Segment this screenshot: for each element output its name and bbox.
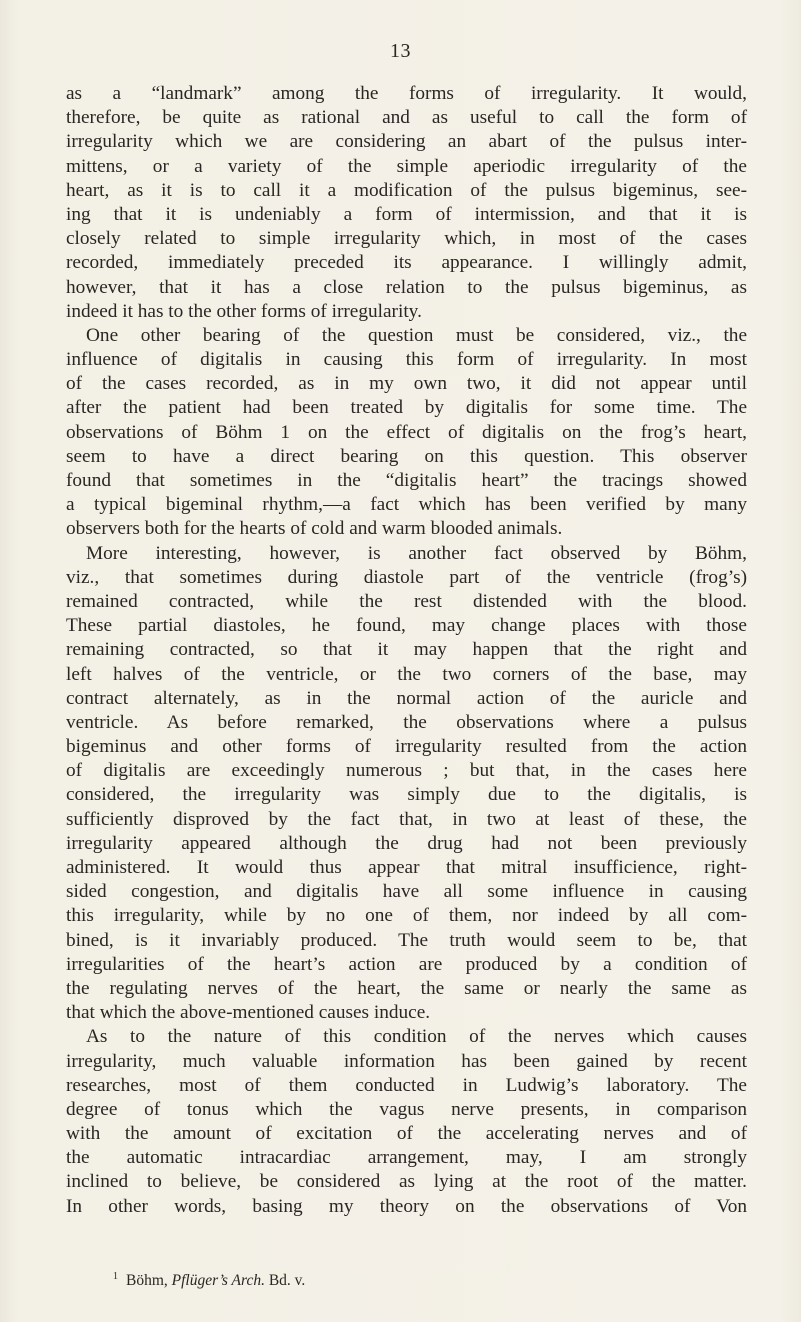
text-line: irregularity which we are considering an abart of the pulsus inter- <box>66 131 747 153</box>
footnote-volume: Bd. v. <box>268 1272 306 1290</box>
text-line: found that sometimes in the “digitalis heart” the tracings showed <box>66 470 747 491</box>
text-line: ing that it is undeniably a form of intermission, and that it is <box>66 203 747 225</box>
text-line: remaining contracted, so that it may happen that the right and <box>66 639 747 661</box>
text-line: remained contracted, while the rest distended with the blood. <box>66 590 747 612</box>
footnote-marker: 1 <box>113 1271 118 1282</box>
text-line: as a “landmark” among the forms of irregularity. It would, <box>66 83 747 104</box>
text-line: closely related to simple irregularity which, in most of the cases <box>66 228 747 250</box>
text-line: after the patient had been treated by digitalis for some time. The <box>66 397 747 419</box>
text-line: of digitalis are exceedingly numerous ; but that, in the cases here <box>66 760 747 782</box>
text-line: the regulating nerves of the heart, the same or nearly the same as <box>66 977 747 999</box>
text-line: administered. It would thus appear that mitral insufficience, right- <box>66 857 747 878</box>
text-line: with the amount of excitation of the accelerating nerves and of <box>66 1123 747 1145</box>
text-line: ventricle. As before remarked, the observations where a pulsus <box>66 711 747 733</box>
text-line: As to the nature of this condition of the nerves which causes <box>86 1026 747 1048</box>
body-text <box>66 82 747 1219</box>
text-line: however, that it has a close relation to the pulsus bigeminus, as <box>66 276 747 298</box>
text-line: indeed it has to the other forms of irregularity. <box>66 300 422 322</box>
text-line: considered, the irregularity was simply due to the digitalis, is <box>66 784 747 806</box>
text-line: a typical bigeminal rhythm,—a fact which has been verified by many <box>66 494 747 516</box>
text-line: this irregularity, while by no one of them, nor indeed by all com- <box>66 905 747 927</box>
text-line: irregularity appeared although the drug had not been previously <box>66 832 747 854</box>
footnote <box>113 1267 305 1291</box>
text-line: influence of digitalis in causing this form of irregularity. In most <box>66 349 747 371</box>
text-line: mittens, or a variety of the simple aperiodic irregularity of the <box>66 155 747 177</box>
footnote-author: Böhm, <box>126 1272 168 1290</box>
text-line: In other words, basing my theory on the observations of Von <box>66 1195 747 1217</box>
text-line: inclined to believe, be considered as lying at the root of the matter. <box>66 1171 747 1193</box>
text-line: recorded, immediately preceded its appearance. I willingly admit, <box>66 252 747 274</box>
text-line: irregularities of the heart’s action are produced by a condition of <box>66 953 747 975</box>
text-line: observers both for the hearts of cold and warm blooded animals. <box>66 518 563 540</box>
text-line: heart, as it is to call it a modification of the pulsus bigeminus, see- <box>66 179 747 201</box>
text-line: of the cases recorded, as in my own two, it did not appear until <box>66 373 747 395</box>
text-line: that which the above-mentioned causes induce. <box>66 1002 431 1024</box>
text-line: contract alternately, as in the normal action of the auricle and <box>66 687 747 709</box>
footnote-journal: Pflüger’s Arch. <box>171 1272 265 1290</box>
text-line: irregularity, much valuable information has been gained by recent <box>66 1050 747 1072</box>
text-line: sided congestion, and digitalis have all some influence in causing <box>66 881 747 903</box>
text-line: therefore, be quite as rational and as useful to call the form of <box>66 107 747 129</box>
text-line: left halves of the ventricle, or the two corners of the base, may <box>66 663 747 685</box>
text-line: the automatic intracardiac arrangement, may, I am strongly <box>66 1147 747 1169</box>
text-line: One other bearing of the question must be considered, viz., the <box>86 324 747 346</box>
text-line: bined, is it invariably produced. The truth would seem to be, that <box>66 929 747 951</box>
text-line: seem to have a direct bearing on this question. This observer <box>66 445 747 467</box>
text-line: viz., that sometimes during diastole part of the ventricle (frog’s) <box>66 566 747 588</box>
text-line: sufficiently disproved by the fact that, in two at least of these, the <box>66 808 747 830</box>
text-line: bigeminus and other forms of irregularity resulted from the action <box>66 736 747 758</box>
text-line: More interesting, however, is another fact observed by Böhm, <box>86 542 747 564</box>
page-number: 13 <box>390 40 411 62</box>
text-line: degree of tonus which the vagus nerve presents, in comparison <box>66 1098 747 1120</box>
text-line: researches, most of them conducted in Ludwig’s laboratory. The <box>66 1074 747 1096</box>
text-line: observations of Böhm 1 on the effect of digitalis on the frog’s heart, <box>66 421 747 443</box>
text-line: These partial diastoles, he found, may change places with those <box>66 615 747 637</box>
